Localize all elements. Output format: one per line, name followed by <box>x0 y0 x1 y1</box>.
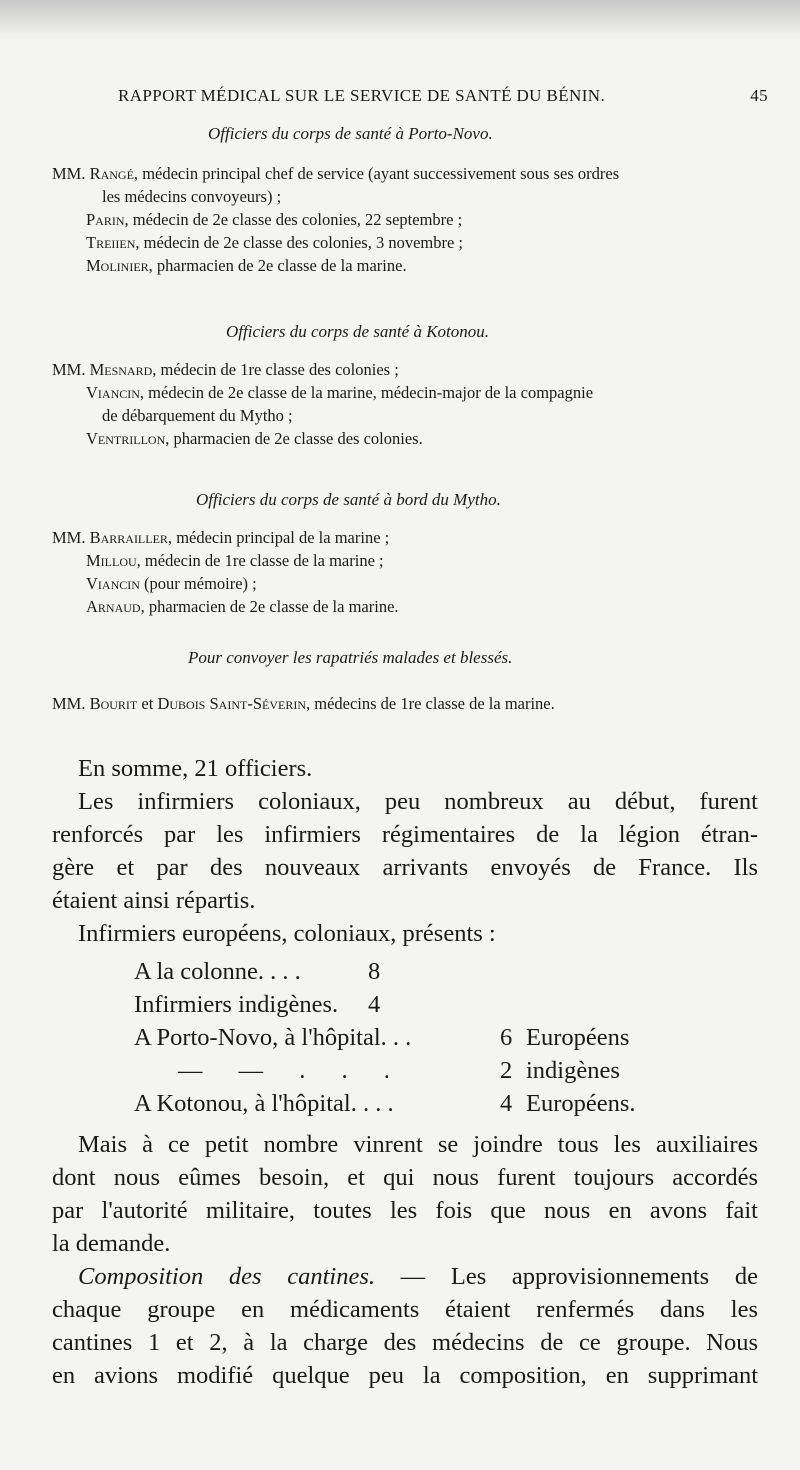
mm-prefix: MM. <box>52 164 86 183</box>
officer-entry <box>52 162 619 185</box>
text-line: étaient ainsi répartis. <box>52 887 256 914</box>
officer-name: Treiien, <box>86 233 140 252</box>
officer-entry <box>52 208 619 231</box>
officer-entry <box>52 572 399 595</box>
officer-entry <box>52 381 593 404</box>
paragraph-infirmiers <box>52 785 758 917</box>
summary-line: En somme, 21 officiers. <box>78 755 313 782</box>
officer-entry-continued <box>52 185 619 208</box>
list-item-count: 2 <box>500 1057 513 1084</box>
paragraph-title-continuation: — Les approvisionnements de <box>375 1263 759 1290</box>
text-line: cantines 1 et 2, à la charge des médecins de ce groupe. Nous <box>52 1329 758 1356</box>
list-item-label: — — . . . <box>178 1057 390 1084</box>
officer-name: Bourit <box>89 694 138 713</box>
officer-detail: pharmacien de 2e classe de la marine. <box>152 256 407 275</box>
list-item-category: Européens. <box>526 1090 636 1117</box>
page-top-shadow <box>0 0 800 40</box>
officer-detail: pharmacien de 2e classe des colonies. <box>169 429 423 448</box>
officer-conjunction: et <box>137 694 158 713</box>
running-header <box>118 86 768 106</box>
officer-list-kotonou <box>52 358 593 450</box>
text-line: renforcés par les infirmiers régimentaires de la légion étran- <box>52 821 758 848</box>
list-item-label: A Kotonou, à l'hôpital. . . . <box>134 1090 394 1117</box>
officer-detail: médecin de 1re classe de la marine ; <box>140 551 384 570</box>
officer-name: Barrailler, <box>89 528 173 547</box>
text-line: la demande. <box>52 1230 171 1257</box>
officer-detail: médecins de 1re classe de la marine. <box>310 694 555 713</box>
body-text-continued <box>52 1128 758 1392</box>
officer-detail: médecin de 2e classe de la marine, médecin-major de la compagnie <box>144 383 594 402</box>
text-line: en avions modifié quelque peu la composition, en supprimant <box>52 1362 758 1389</box>
officer-list-porto-novo <box>52 162 619 277</box>
text-line: dont nous eûmes besoin, et qui nous furent toujours accordés <box>52 1164 758 1191</box>
page-number: 45 <box>750 86 768 105</box>
list-item-count: 4 <box>368 991 381 1018</box>
officer-name: Dubois Saint-Séverin, <box>157 694 311 713</box>
officer-entry <box>52 254 619 277</box>
officer-entry-continued <box>52 404 593 427</box>
list-item-count: 6 <box>500 1024 513 1051</box>
officer-detail: les médecins convoyeurs) ; <box>102 187 282 206</box>
officer-list-convoy <box>52 692 555 715</box>
section-heading-kotonou: Officiers du corps de santé à Kotonou. <box>226 322 490 341</box>
officer-detail: médecin principal chef de service (ayant successivement sous ses ordres <box>138 164 620 183</box>
officer-entry <box>52 595 399 618</box>
officer-name: Rangé, <box>89 164 139 183</box>
mm-prefix: MM. <box>52 528 86 547</box>
officer-name: Mesnard, <box>89 360 157 379</box>
officer-entry <box>52 231 619 254</box>
section-heading-mytho: Officiers du corps de santé à bord du Mytho. <box>196 490 501 509</box>
officer-name: Parin, <box>86 210 129 229</box>
mm-prefix: MM. <box>52 360 86 379</box>
text-line: gère et par des nouveaux arrivants envoyés de France. Ils <box>52 854 758 881</box>
paragraph-auxiliaires <box>52 1128 758 1260</box>
text-line: Mais à ce petit nombre vinrent se joindre tous les auxiliaires <box>78 1131 758 1158</box>
section-heading-porto-novo: Officiers du corps de santé à Porto-Novo. <box>208 124 493 143</box>
officer-list-mytho <box>52 526 399 618</box>
officer-name: Ventrillon, <box>86 429 170 448</box>
body-text <box>52 752 758 950</box>
officer-entry <box>52 427 593 450</box>
officer-detail: médecin principal de la marine ; <box>172 528 390 547</box>
officer-detail: médecin de 1re classe des colonies ; <box>156 360 399 379</box>
list-item-category: indigènes <box>526 1057 620 1084</box>
officer-name: Molinier, <box>86 256 153 275</box>
list-item-label: Infirmiers indigènes. <box>134 991 339 1018</box>
officer-entry <box>52 692 555 715</box>
officer-name: Arnaud, <box>86 597 145 616</box>
officer-detail: de débarquement du Mytho ; <box>102 406 293 425</box>
text-line: chaque groupe en médicaments étaient renfermés dans les <box>52 1296 758 1323</box>
list-item-label: A la colonne. . . . <box>134 958 301 985</box>
officer-entry <box>52 549 399 572</box>
header-title: RAPPORT MÉDICAL SUR LE SERVICE DE SANTÉ DU BÉNIN. <box>118 86 606 105</box>
officer-entry <box>52 358 593 381</box>
paragraph-title: Composition des cantines. <box>78 1263 376 1290</box>
officer-detail: médecin de 2e classe des colonies, 3 novembre ; <box>139 233 464 252</box>
officer-name: Viancin, <box>86 383 145 402</box>
list-item-count: 8 <box>368 958 381 985</box>
paragraph-cantines <box>52 1260 758 1392</box>
officer-entry <box>52 526 399 549</box>
officer-name: Viancin <box>86 574 140 593</box>
officer-name: Millou, <box>86 551 141 570</box>
list-intro: Infirmiers européens, coloniaux, présents : <box>78 920 496 947</box>
list-item-label: A Porto-Novo, à l'hôpital. . . <box>134 1024 412 1051</box>
officer-detail: pharmacien de 2e classe de la marine. <box>144 597 399 616</box>
mm-prefix: MM. <box>52 694 86 713</box>
text-line: par l'autorité militaire, toutes les fois que nous en avons fait <box>52 1197 758 1224</box>
officer-detail: (pour mémoire) ; <box>139 574 257 593</box>
list-item-count: 4 <box>500 1090 513 1117</box>
officer-detail: médecin de 2e classe des colonies, 22 septembre ; <box>128 210 463 229</box>
text-line <box>52 1260 758 1293</box>
section-heading-convoy: Pour convoyer les rapatriés malades et blessés. <box>188 648 513 667</box>
list-item-category: Européens <box>526 1024 630 1051</box>
text-line: Les infirmiers coloniaux, peu nombreux au début, furent <box>78 788 758 815</box>
